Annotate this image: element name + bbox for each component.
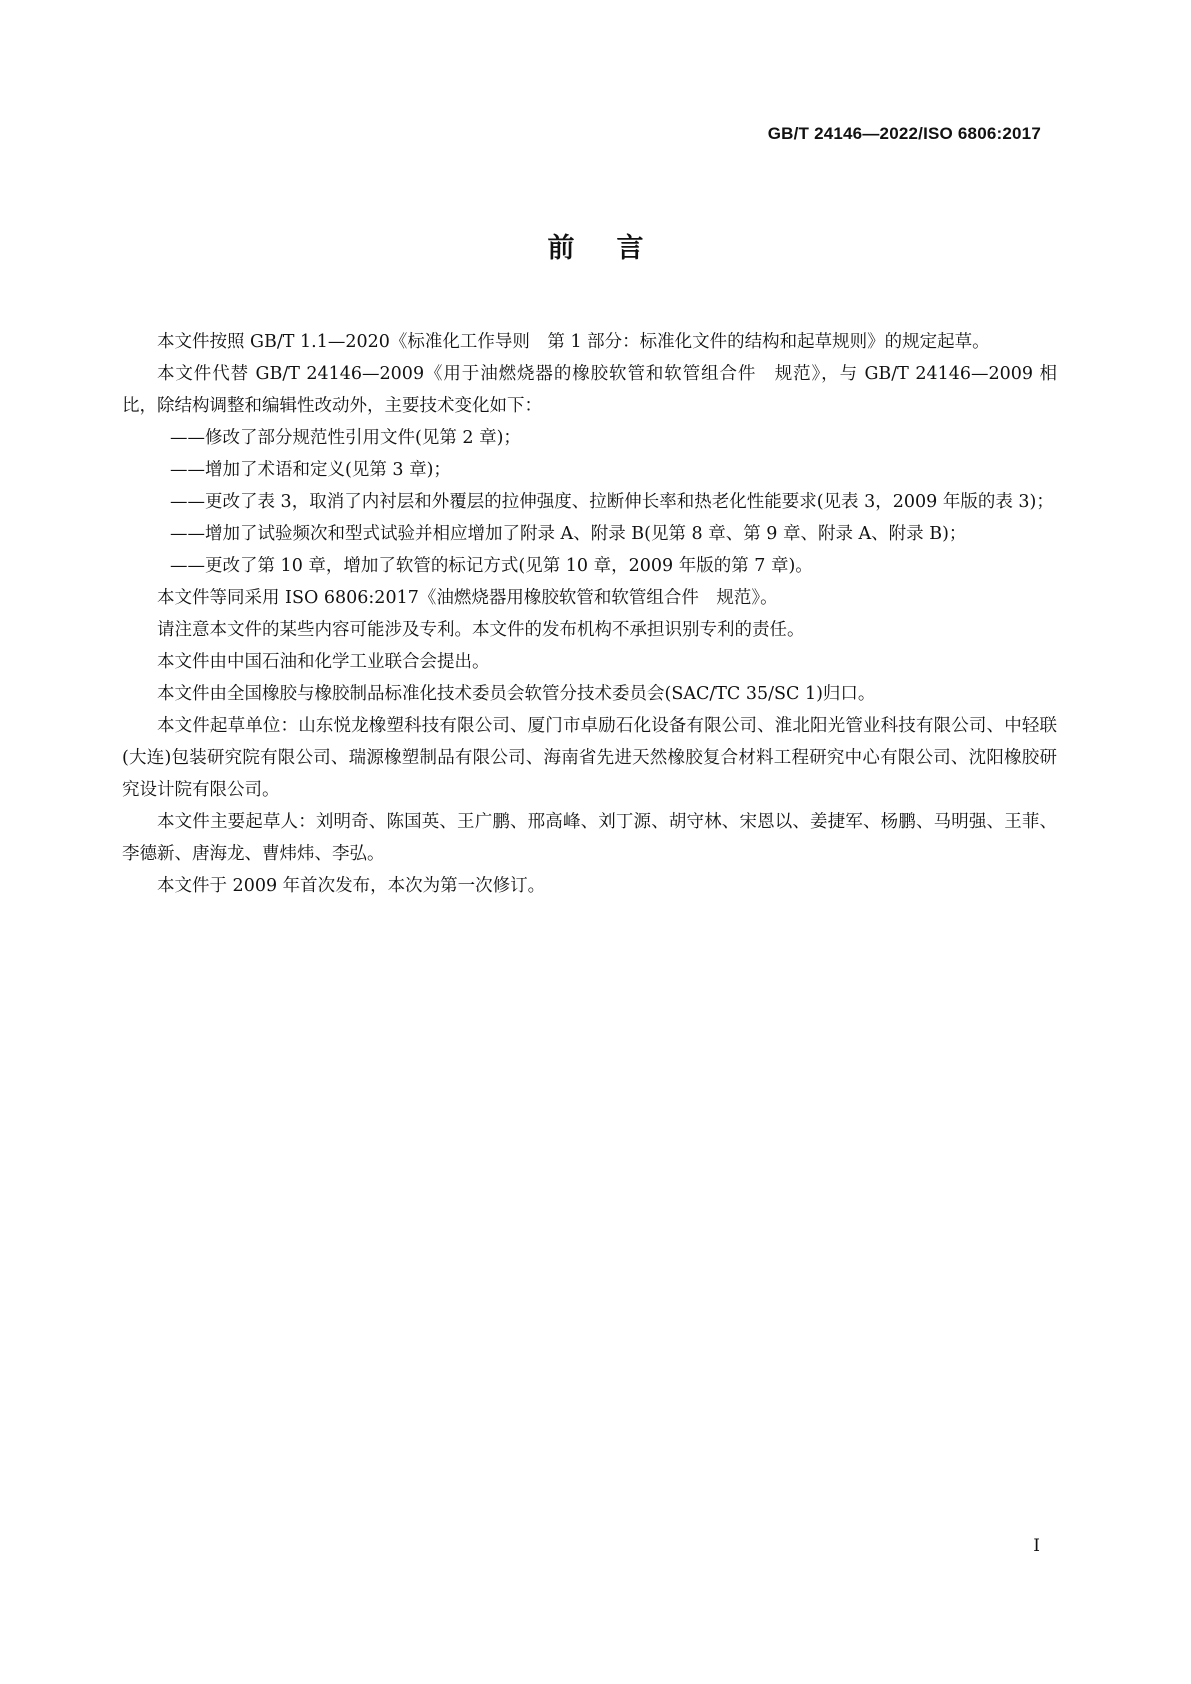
document-body xyxy=(122,326,1057,902)
paragraph-replacement: 本文件代替 GB/T 24146—2009《用于油燃烧器的橡胶软管和软管组合件 规范》，与 GB/T 24146—2009 相比，除结构调整和编辑性改动外，主要技术变化如下： xyxy=(122,364,1057,416)
paragraph-patent-notice: 请注意本文件的某些内容可能涉及专利。本文件的发布机构不承担识别专利的责任。 xyxy=(157,620,805,640)
page-number: I xyxy=(1033,1536,1040,1556)
paragraph-drafting-units: 本文件起草单位：山东悦龙橡塑科技有限公司、厦门市卓励石化设备有限公司、淮北阳光管业科技有限公司、中轻联(大连)包装研究院有限公司、瑞源橡塑制品有限公司、海南省先进天然橡胶复合材料工程研究中心有限公司、沈阳橡胶研究设计院有限公司。 xyxy=(122,716,1057,800)
page-title: 前言 xyxy=(547,233,686,264)
paragraph-adoption: 本文件等同采用 ISO 6806:2017《油燃烧器用橡胶软管和软管组合件 规范》。 xyxy=(157,588,778,608)
change-item: ——修改了部分规范性引用文件(见第 2 章)； xyxy=(170,428,521,448)
paragraph-drafting-basis: 本文件按照 GB/T 1.1—2020《标准化工作导则 第 1 部分：标准化文件的结构和起草规则》的规定起草。 xyxy=(157,332,990,352)
change-item: ——增加了术语和定义(见第 3 章)； xyxy=(170,460,451,480)
paragraph-proposer: 本文件由中国石油和化学工业联合会提出。 xyxy=(157,652,490,672)
paragraph-history: 本文件于 2009 年首次发布，本次为第一次修订。 xyxy=(157,876,546,896)
change-item: ——更改了第 10 章，增加了软管的标记方式(见第 10 章，2009 年版的第 7 章)。 xyxy=(170,556,813,576)
change-item: ——更改了表 3，取消了内衬层和外覆层的拉伸强度、拉断伸长率和热老化性能要求(见表 3，2009 年版的表 3)； xyxy=(170,492,1054,512)
paragraph-drafters: 本文件主要起草人：刘明奇、陈国英、王广鹏、邢高峰、刘丁源、胡守林、宋恩以、姜捷军、杨鹏、马明强、王菲、李德新、唐海龙、曹炜炜、李弘。 xyxy=(122,812,1057,864)
paragraph-committee: 本文件由全国橡胶与橡胶制品标准化技术委员会软管分技术委员会(SAC/TC 35/SC 1)归口。 xyxy=(157,684,876,704)
standard-code: GB/T 24146—2022/ISO 6806:2017 xyxy=(767,124,1041,143)
change-item: ——增加了试验频次和型式试验并相应增加了附录 A、附录 B(见第 8 章、第 9 章、附录 A、附录 B)； xyxy=(170,524,967,544)
